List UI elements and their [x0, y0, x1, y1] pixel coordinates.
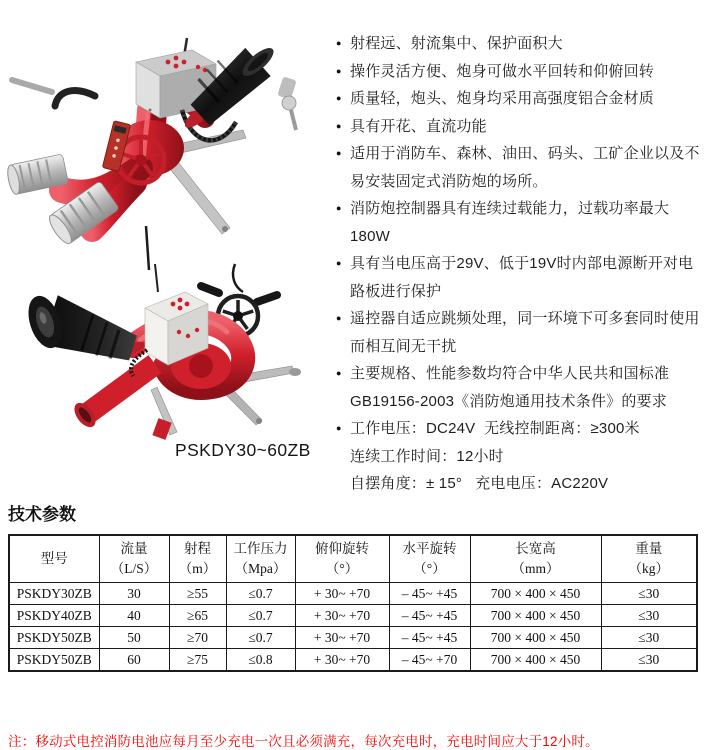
- section-title: 技术参数: [8, 505, 76, 524]
- bullet-icon: ●: [336, 120, 342, 131]
- spec-cell: – 45~ +70: [389, 649, 470, 672]
- spec-cell: ≤0.7: [226, 627, 295, 649]
- spec-cell: – 45~ +45: [389, 605, 470, 627]
- fire-monitor-upright-illustration: [0, 18, 335, 273]
- spec-cell: 50: [99, 627, 169, 649]
- antenna: [155, 264, 158, 292]
- table-row: [9, 583, 697, 605]
- spec-header: 射程 （m）: [169, 535, 226, 583]
- feature-item: [336, 113, 702, 141]
- spec-cell: 700 × 400 × 450: [470, 649, 601, 672]
- valve-fitting: [277, 76, 296, 130]
- table-row: [9, 627, 697, 649]
- spec-cell: PSKDY30ZB: [9, 583, 99, 605]
- feature-item: [336, 58, 702, 86]
- spec-cell: 40: [99, 605, 169, 627]
- spec-cell: ≥75: [169, 649, 226, 672]
- table-row: [9, 649, 697, 672]
- feature-item: [336, 140, 702, 195]
- spec-cell: 700 × 400 × 450: [470, 583, 601, 605]
- bullet-icon: ●: [336, 423, 342, 433]
- feature-line: 工作电压：DC24V 无线控制距离：≥300米: [350, 420, 640, 437]
- bullet-icon: ●: [336, 368, 342, 378]
- cable: [233, 264, 243, 292]
- spec-cell: ≤30: [601, 605, 697, 627]
- spec-cell: PSKDY50ZB: [9, 627, 99, 649]
- spec-cell: + 30~ +70: [295, 583, 389, 605]
- spec-cell: ≤0.7: [226, 583, 295, 605]
- feature-line: 连续工作时间：12小时: [350, 447, 504, 465]
- nozzle: [22, 292, 147, 361]
- feature-line: 路板进行保护: [350, 282, 442, 300]
- feature-line: 易安装固定式消防炮的场所。: [350, 172, 548, 190]
- spec-cell: ≤30: [601, 583, 697, 605]
- spec-cell: 700 × 400 × 450: [470, 627, 601, 649]
- spec-cell: 700 × 400 × 450: [470, 605, 601, 627]
- spec-cell: + 30~ +70: [295, 627, 389, 649]
- table-row: [9, 605, 697, 627]
- spec-header: 流量 （L/S）: [99, 535, 169, 583]
- bullet-icon: ●: [336, 203, 342, 213]
- tripod-leg: [167, 158, 230, 234]
- bullet-icon: ●: [336, 148, 342, 158]
- feature-item: [336, 415, 702, 498]
- fire-monitor-side-illustration: [5, 262, 335, 442]
- product-photo-top: [0, 18, 335, 273]
- spec-header: 长宽高 （mm）: [470, 535, 601, 583]
- spec-cell: 30: [99, 583, 169, 605]
- spec-cell: ≥65: [169, 605, 226, 627]
- feature-line: 自摆角度：± 15° 充电电压：AC220V: [350, 475, 609, 492]
- spec-cell: + 30~ +70: [295, 605, 389, 627]
- product-photo-bottom: [5, 262, 335, 442]
- footnote: 注：移动式电控消防电池应每月至少充电一次且必须满充，每次充电时，充电时间应大于12小时。: [8, 734, 599, 749]
- bullet-icon: ●: [336, 93, 342, 103]
- feature-line: 质量轻，炮头、炮身均采用高强度铝合金材质: [350, 90, 655, 107]
- bullet-icon: ●: [336, 258, 342, 268]
- feature-item: [336, 30, 702, 58]
- spec-cell: ≤0.7: [226, 605, 295, 627]
- spec-cell: ≤30: [601, 649, 697, 672]
- feature-line: 适用于消防车、森林、油田、码头、工矿企业以及不: [350, 145, 700, 162]
- carry-rod: [12, 80, 52, 92]
- spec-cell: ≤30: [601, 627, 697, 649]
- spec-header: 重量 （kg）: [601, 535, 697, 583]
- spec-cell: – 45~ +45: [389, 583, 470, 605]
- feature-line: 遥控器自适应跳频处理，同一环境下可多套同时使用: [350, 310, 700, 327]
- feature-item: [336, 360, 702, 415]
- spec-cell: 60: [99, 649, 169, 672]
- product-model-caption: PSKDY30~60ZB: [175, 440, 311, 460]
- feature-line: 射程远、射流集中、保护面积大: [350, 35, 563, 52]
- specs-table: [8, 534, 698, 672]
- spec-cell: + 30~ +70: [295, 649, 389, 672]
- spec-cell: PSKDY40ZB: [9, 605, 99, 627]
- bullet-icon: ●: [336, 65, 342, 76]
- feature-line: 消防炮控制器具有连续过载能力，过载功率最大180W: [350, 200, 670, 245]
- feature-item: [336, 85, 702, 113]
- feature-line: 具有开花、直流功能: [350, 117, 487, 135]
- feature-line: 而相互间无干扰: [350, 337, 457, 355]
- spec-header: 水平旋转 （°）: [389, 535, 470, 583]
- spec-cell: – 45~ +45: [389, 627, 470, 649]
- spec-cell: ≤0.8: [226, 649, 295, 672]
- feature-item: [336, 250, 702, 305]
- feature-item: [336, 305, 702, 360]
- feature-item: [336, 195, 702, 250]
- spec-cell: ≥70: [169, 627, 226, 649]
- table-header-row: [9, 535, 697, 583]
- spec-cell: ≥55: [169, 583, 226, 605]
- spec-header: 俯仰旋转 （°）: [295, 535, 389, 583]
- feature-line: 操作灵活方便、炮身可做水平回转和仰俯回转: [350, 62, 655, 80]
- bullet-icon: ●: [336, 38, 342, 48]
- spec-header: 工作压力 （Mpa）: [226, 535, 295, 583]
- spec-header: 型号: [9, 535, 99, 583]
- feature-line: 具有当电压高于29V、低于19V时内部电源断开对电: [350, 255, 694, 272]
- feature-line: GB19156-2003《消防炮通用技术条件》的要求: [350, 392, 667, 410]
- spec-cell: PSKDY50ZB: [9, 649, 99, 672]
- black-handle: [55, 91, 95, 106]
- feature-line: 主要规格、性能参数均符合中华人民共和国标准: [350, 365, 670, 382]
- bullet-icon: ●: [336, 313, 342, 323]
- feature-list: [336, 30, 702, 498]
